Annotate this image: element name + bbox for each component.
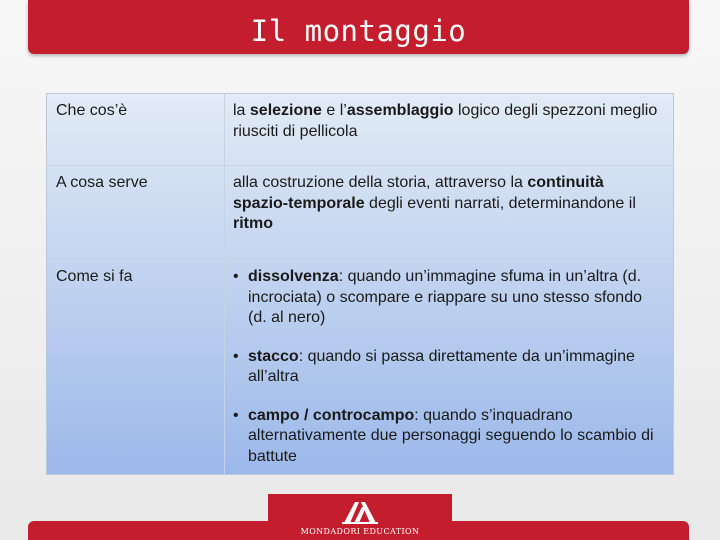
text-run: degli eventi narrati, determinandone il — [364, 194, 636, 212]
bullet-icon: • — [233, 268, 239, 285]
publisher-name: MONDADORI EDUCATION — [300, 527, 420, 536]
text-run: alla costruzione della storia, attraverso la — [233, 174, 528, 191]
bullet-icon: • — [233, 347, 239, 365]
title-bar — [28, 0, 689, 54]
column-divider — [224, 94, 225, 474]
bullet-icon: • — [233, 406, 239, 424]
bullet-item-dissolvenza — [233, 267, 663, 329]
row-label-a-cosa-serve: A cosa serve — [56, 174, 148, 191]
text-run: logico degli spezzoni meglio riusciti di pellicola — [233, 102, 658, 140]
bullet-text: : quando si passa direttamente da un’immagine all’altra — [248, 347, 635, 385]
text-run-bold: selezione — [249, 102, 322, 119]
bullet-item-campo-controcampo — [233, 406, 663, 468]
row-content-che-cose — [233, 101, 663, 142]
definition-table — [46, 93, 674, 475]
mondadori-logo-icon — [342, 500, 378, 524]
row-label-come-si-fa: Come si fa — [56, 268, 133, 285]
bullet-term: campo / controcampo — [248, 406, 415, 424]
bullet-text: : quando s’inquadrano alternativamente due personaggi seguendo lo scambio di battute — [248, 406, 654, 465]
text-run-bold: continuità spazio-temporale — [233, 174, 604, 212]
text-run-bold: ritmo — [233, 215, 273, 232]
row-divider — [47, 258, 673, 259]
bullet-term: stacco — [248, 347, 299, 365]
text-run: e l’ — [321, 102, 347, 119]
text-run: la — [233, 102, 250, 119]
bullet-term: dissolvenza — [248, 268, 339, 285]
slide-title: Il montaggio — [250, 14, 467, 48]
text-run-bold: assemblaggio — [346, 102, 454, 119]
row-divider — [47, 165, 673, 166]
publisher-logo — [268, 494, 452, 540]
row-content-a-cosa-serve — [233, 173, 663, 235]
bullet-text: : quando un’immagine sfuma in un’altra (d. incrociata) o scompare e riappare su uno stesso sfondo (d. al nero) — [248, 268, 642, 326]
bullet-item-stacco — [233, 347, 663, 388]
row-content-come-si-fa — [233, 267, 663, 467]
row-label-che-cose: Che cos’è — [56, 102, 128, 119]
